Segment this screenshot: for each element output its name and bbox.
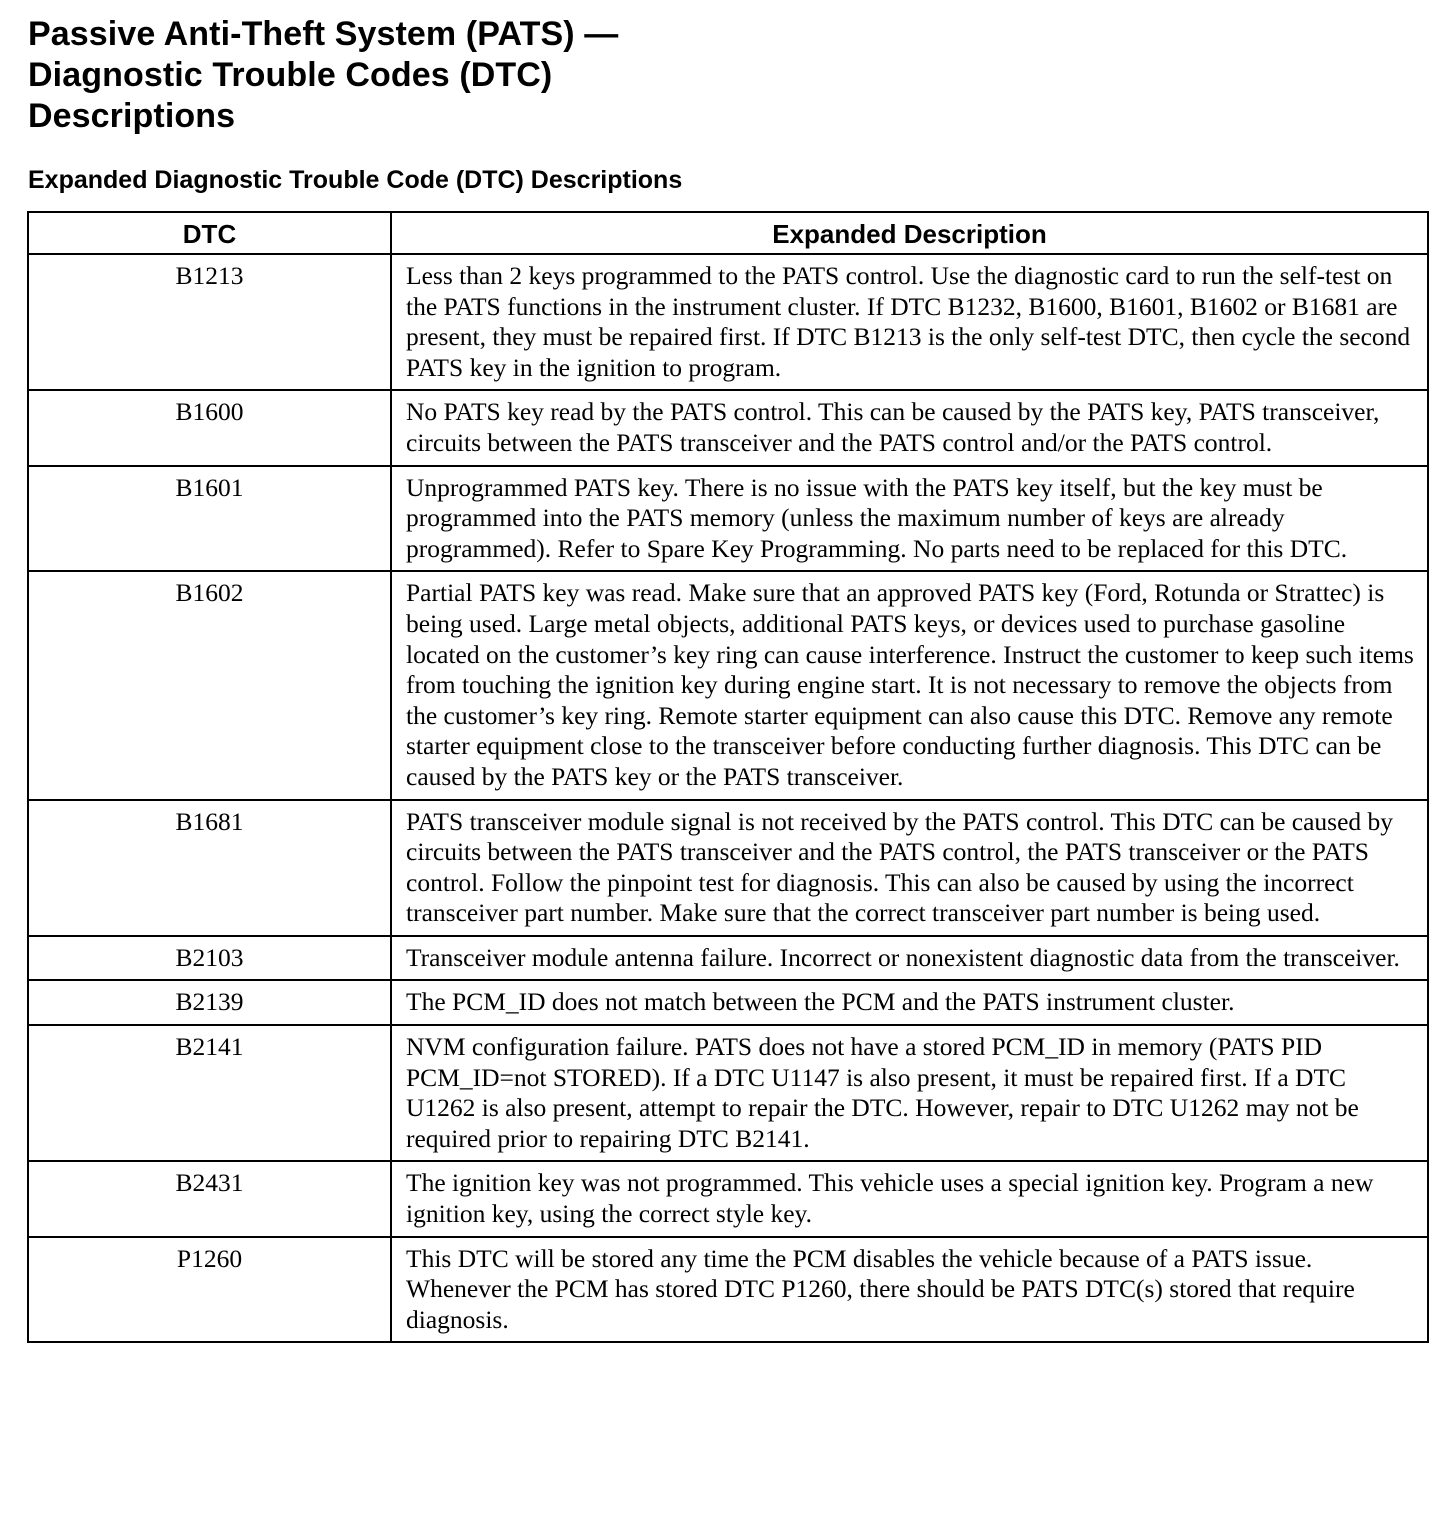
description-cell: Unprogrammed PATS key. There is no issue with the PATS key itself, but the key must be programmed into the PATS memory (unless the maximum number of keys are already programmed). Refer to Spare Key Programming. No parts need to be replaced for this DTC. [391,466,1428,572]
section-subtitle: Expanded Diagnostic Trouble Code (DTC) Descriptions [28,166,683,194]
dtc-code-cell: B1681 [28,800,391,936]
description-cell: Partial PATS key was read. Make sure that an approved PATS key (Ford, Rotunda or Strattec) is being used. Large metal objects, additional PATS keys, or devices used to purchase gasoline located on the customer’s key ring can cause interference. Instruct the customer to keep such items from touching the ignition key during engine start. It is not necessary to remove the objects from the customer’s key ring. Remote starter equipment can also cause this DTC. Remove any remote starter equipment close to the transceiver before conducting further diagnosis. This DTC can be caused by the PATS key or the PATS transceiver. [391,571,1428,799]
table-row [28,1025,1428,1161]
page-title-line: Passive Anti-Theft System (PATS) — [28,15,619,53]
description-cell: The PCM_ID does not match between the PCM and the PATS instrument cluster. [391,980,1428,1025]
dtc-code-cell: B2139 [28,980,391,1025]
dtc-code-cell: B1600 [28,390,391,465]
table-row [28,466,1428,572]
description-cell: Transceiver module antenna failure. Incorrect or nonexistent diagnostic data from the transceiver. [391,936,1428,981]
page-title-line: Descriptions [28,97,236,135]
description-cell: No PATS key read by the PATS control. This can be caused by the PATS key, PATS transceiver, circuits between the PATS transceiver and the PATS control and/or the PATS control. [391,390,1428,465]
column-header-dtc: DTC [28,212,391,254]
table-header-row [28,212,1428,254]
description-cell: This DTC will be stored any time the PCM disables the vehicle because of a PATS issue. Whenever the PCM has stored DTC P1260, there should be PATS DTC(s) stored that require diagnosis. [391,1237,1428,1343]
dtc-code-cell: B1601 [28,466,391,572]
dtc-code-cell: B2431 [28,1161,391,1236]
table-row [28,1237,1428,1343]
table-row [28,980,1428,1025]
description-cell: The ignition key was not programmed. This vehicle uses a special ignition key. Program a new ignition key, using the correct style key. [391,1161,1428,1236]
dtc-code-cell: B2141 [28,1025,391,1161]
table-row [28,936,1428,981]
description-cell: NVM configuration failure. PATS does not have a stored PCM_ID in memory (PATS PID PCM_ID=not STORED). If a DTC U1147 is also present, it must be repaired first. If a DTC U1262 is also present, attempt to repair the DTC. However, repair to DTC U1262 may not be required prior to repairing DTC B2141. [391,1025,1428,1161]
table-row [28,1161,1428,1236]
dtc-code-cell: B2103 [28,936,391,981]
page-title [28,14,618,137]
page-title-line: Diagnostic Trouble Codes (DTC) [28,56,553,94]
table-row [28,254,1428,390]
description-cell: Less than 2 keys programmed to the PATS control. Use the diagnostic card to run the self-test on the PATS functions in the instrument cluster. If DTC B1232, B1600, B1601, B1602 or B1681 are present, they must be repaired first. If DTC B1213 is the only self-test DTC, then cycle the second PATS key in the ignition to program. [391,254,1428,390]
dtc-code-cell: B1213 [28,254,391,390]
table-row [28,390,1428,465]
table-row [28,571,1428,799]
column-header-description: Expanded Description [391,212,1428,254]
dtc-code-cell: B1602 [28,571,391,799]
dtc-table [27,211,1429,1343]
table-row [28,800,1428,936]
dtc-code-cell: P1260 [28,1237,391,1343]
description-cell: PATS transceiver module signal is not received by the PATS control. This DTC can be caused by circuits between the PATS transceiver and the PATS control, the PATS transceiver or the PATS control. Follow the pinpoint test for diagnosis. This can also be caused by using the incorrect transceiver part number. Make sure that the correct transceiver part number is being used. [391,800,1428,936]
